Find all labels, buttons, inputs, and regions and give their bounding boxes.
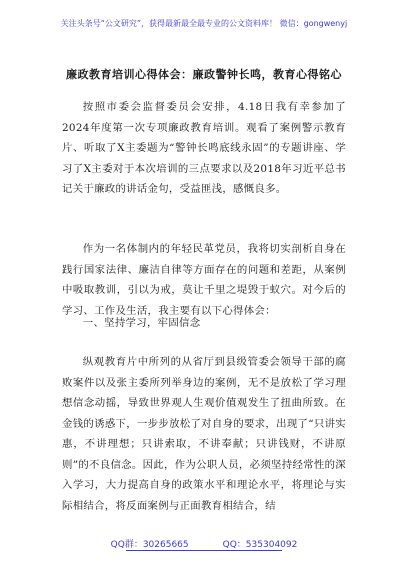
- paragraph-1-text: 按照市委会监督委员会安排，4.18日我有幸参加了2024年度第一次专项廉政教育培训。观看了案例警示教育片、听取了X主委题为“警钟长鸣底线永固”的专题讲座、学习了X主委对于本次培训的三点要求以及2018年习近平总书记关于廉政的讲话金句，受益匪浅，感慨良多。: [62, 101, 346, 195]
- footer-underline: [126, 550, 282, 551]
- section-heading: [62, 313, 346, 334]
- paragraph-1: [62, 97, 346, 200]
- paragraph-3: [62, 352, 346, 516]
- document-title: 廉政教育培训心得体会：廉政警钟长鸣，教育心得铭心: [66, 68, 342, 81]
- paragraph-2-text: 作为一名体制内的年轻民革党员，我将切实剖析自身在践行国家法律、廉洁自律等方面存在的问题和差距，从案例中吸取教训，引以为戒，莫让千里之堤毁于蚁穴。对今后的学习、工作及生活，我主要有以下心得体会：: [62, 243, 346, 317]
- section-heading-text: 一、坚持学习，牢固信念: [82, 317, 201, 329]
- paragraph-3-text: 纵观教育片中所列的从省厅到县级管委会领导干部的腐败案件以及张主委所列举身边的案例，无不是放松了学习理想信念动摇，导致世界观人生观价值观发生了扭曲所致。在金钱的诱惑下，一步步放松了对自身的要求，出现了“只讲实惠，不讲理想；只讲索取，不讲奉献；只讲钱财，不讲原则”的不良信念。因此，作为公职人员，必须坚持经常性的深入学习，大力提高自身的政策水平和理论水平，将理论与实际相结合，将反面案例与正面教育相结合，结: [62, 356, 346, 512]
- footer-qq: QQ：535304092: [222, 540, 298, 550]
- footer-contact: [0, 537, 408, 550]
- header-note: 关注头条号“公文研究”，获得最新最全最专业的公文资料库！ 微信：gongwenyj: [60, 19, 348, 28]
- footer-qq-group: QQ群：30265665: [110, 540, 189, 550]
- paragraph-2: [62, 239, 346, 321]
